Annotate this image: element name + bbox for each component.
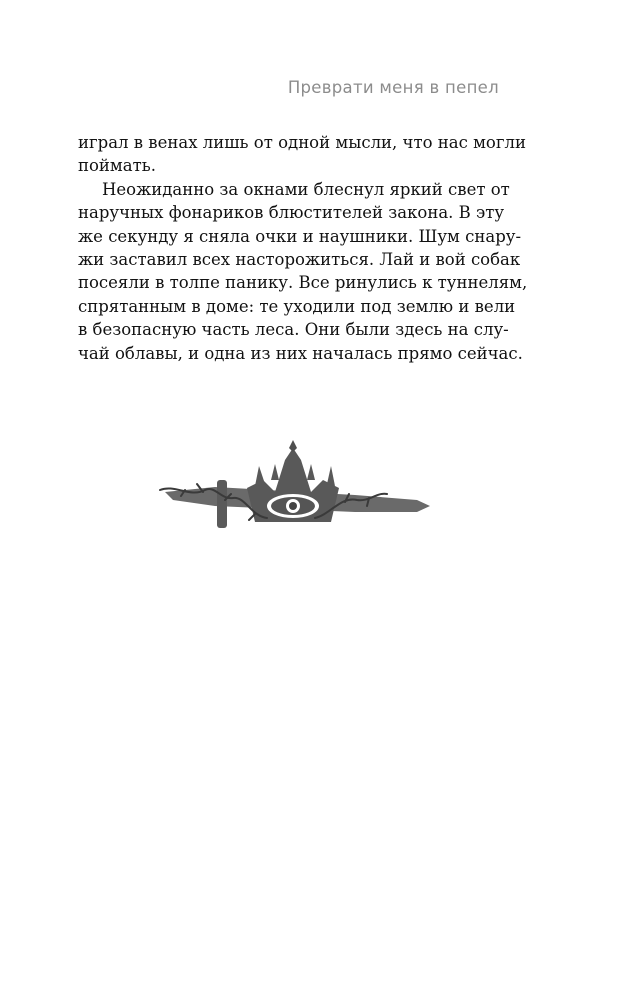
text-line: посеяли в толпе панику. Все ринулись к туннелям, [78, 273, 528, 293]
running-header: Преврати меня в пепел [287, 78, 499, 97]
text-line: спрятанным в доме: те уходили под землю и вели [78, 296, 516, 316]
text-line: играл в венах лишь от одной мысли, что нас могли [78, 133, 526, 152]
crown-sword-ornament-icon [155, 440, 435, 540]
text-line: чай облавы, и одна из них началась прямо сейчас. [78, 343, 523, 363]
body-text [78, 131, 528, 365]
text-line: наручных фонариков блюстителей закона. В эту [78, 203, 505, 223]
text-line: в безопасную часть леса. Они были здесь на слу- [78, 320, 509, 340]
text-line: Неожиданно за окнами блеснул яркий свет от [102, 179, 510, 199]
text-line: жи заставил всех насторожиться. Лай и вой собак [78, 249, 521, 269]
text-line: поймать. [78, 156, 156, 176]
text-line: же секунду я сняла очки и наушники. Шум снару- [78, 226, 522, 246]
